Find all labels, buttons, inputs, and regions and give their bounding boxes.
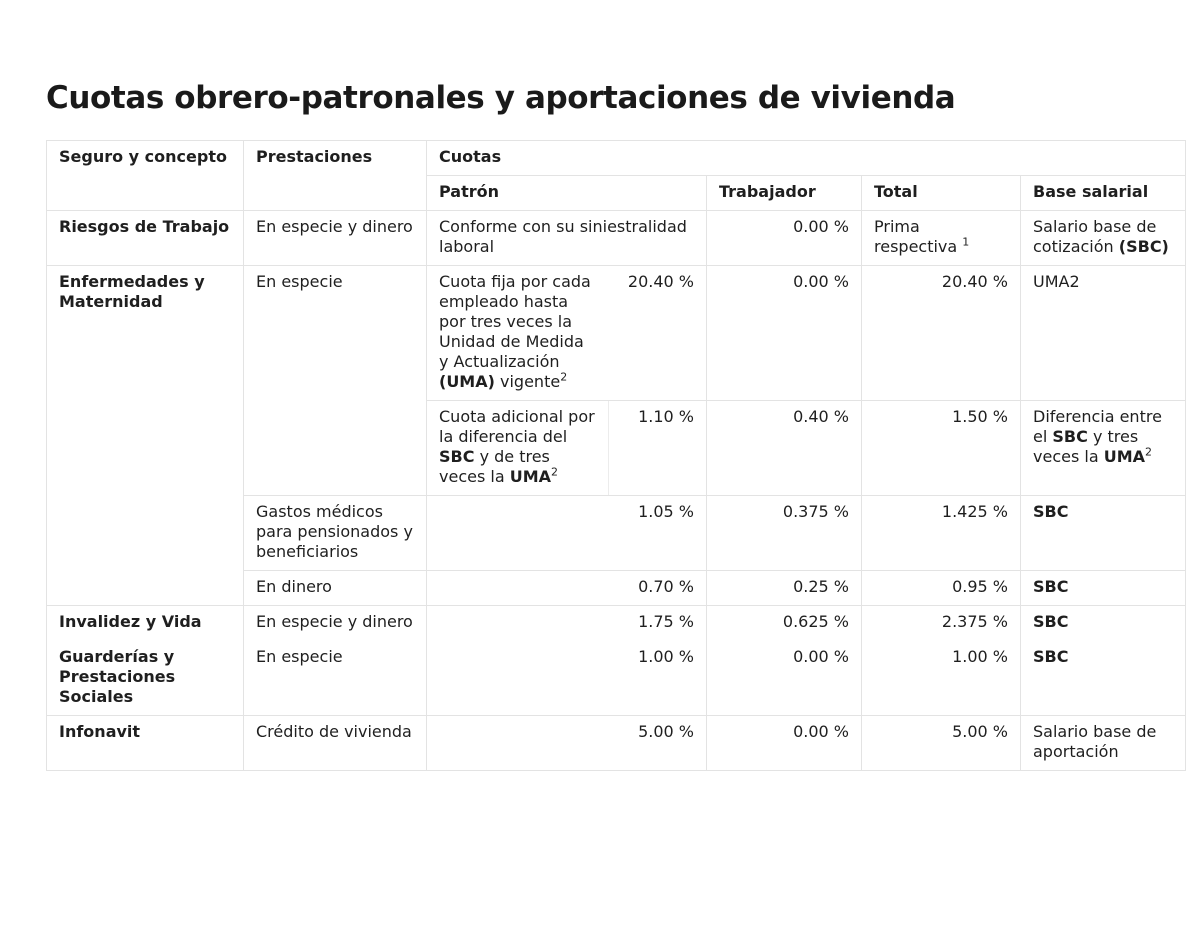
trabajador-cell: 0.00 % xyxy=(707,266,862,401)
base-cell: SBC xyxy=(1021,571,1186,606)
prestacion-cell: En especie xyxy=(244,266,427,496)
table-header-row xyxy=(47,141,1186,176)
base-cell xyxy=(1021,401,1186,496)
concepto-text: Cuota fija por cada empleado hasta por tres veces la Unidad de Medida y Actualización xyxy=(439,272,591,371)
header-base-salarial: Base salarial xyxy=(1021,176,1186,211)
concepto-text: vigente xyxy=(500,372,561,391)
header-cuotas: Cuotas xyxy=(427,141,1186,176)
base-cell: SBC xyxy=(1021,496,1186,571)
patron-cell: 1.00 % xyxy=(427,641,707,716)
table-row xyxy=(47,641,1186,716)
seguro-cell: Invalidez y Vida xyxy=(47,606,244,641)
patron-cell: 20.40 % xyxy=(609,266,707,401)
prestacion-cell: Crédito de vivienda xyxy=(244,716,427,771)
total-cell: 0.95 % xyxy=(862,571,1021,606)
concepto-text: y de tres veces la xyxy=(439,447,550,486)
table-row xyxy=(47,606,1186,641)
table-row xyxy=(47,211,1186,266)
seguro-cell: Riesgos de Trabajo xyxy=(47,211,244,266)
concepto-bold: (UMA) xyxy=(439,372,495,391)
patron-cell: 1.75 % xyxy=(427,606,707,641)
trabajador-cell: 0.375 % xyxy=(707,496,862,571)
table-row xyxy=(47,266,1186,401)
base-text: Salario base de cotización xyxy=(1033,217,1157,256)
trabajador-cell: 0.00 % xyxy=(707,716,862,771)
trabajador-cell: 0.00 % xyxy=(707,641,862,716)
trabajador-cell: 0.00 % xyxy=(707,211,862,266)
footnote-marker: 2 xyxy=(551,465,559,479)
footnote-marker: 1 xyxy=(962,235,970,249)
concepto-cell xyxy=(427,401,609,496)
patron-cell: 0.70 % xyxy=(427,571,707,606)
table-row xyxy=(47,496,1186,571)
base-cell: SBC xyxy=(1021,641,1186,716)
prestacion-cell: En especie xyxy=(244,641,427,716)
base-bold: UMA xyxy=(1103,447,1146,466)
header-seguro: Seguro y concepto xyxy=(47,141,244,211)
total-cell: 2.375 % xyxy=(862,606,1021,641)
header-trabajador: Trabajador xyxy=(707,176,862,211)
seguro-cell: Guarderías y Prestaciones Sociales xyxy=(47,641,244,716)
footnote-marker: 2 xyxy=(1145,445,1153,459)
total-cell: 1.425 % xyxy=(862,496,1021,571)
patron-cell: 1.05 % xyxy=(427,496,707,571)
concepto-text: Cuota adicional por la diferencia del xyxy=(439,407,595,446)
cuotas-table xyxy=(46,140,1186,771)
base-bold: SBC xyxy=(1052,427,1088,446)
total-cell: 20.40 % xyxy=(862,266,1021,401)
seguro-cell: Enfermedades y Maternidad xyxy=(47,266,244,496)
seguro-cell: Infonavit xyxy=(47,716,244,771)
footnote-marker: 2 xyxy=(560,370,568,384)
patron-cell: 5.00 % xyxy=(427,716,707,771)
base-cell: UMA2 xyxy=(1021,266,1186,401)
trabajador-cell: 0.25 % xyxy=(707,571,862,606)
trabajador-cell: 0.625 % xyxy=(707,606,862,641)
base-text: Diferencia entre el xyxy=(1033,407,1162,446)
prestacion-cell: En especie y dinero xyxy=(244,606,427,641)
patron-cell: 1.10 % xyxy=(609,401,707,496)
prestacion-cell: Gastos médicos para pensionados y beneficiarios xyxy=(244,496,427,571)
total-text: Prima respectiva xyxy=(874,217,958,256)
concepto-cell xyxy=(427,266,609,401)
trabajador-cell: 0.40 % xyxy=(707,401,862,496)
base-bold: (SBC) xyxy=(1118,237,1169,256)
header-total: Total xyxy=(862,176,1021,211)
page-title: Cuotas obrero-patronales y aportaciones de vivienda xyxy=(46,80,956,116)
prestacion-cell: En especie y dinero xyxy=(244,211,427,266)
concepto-bold: SBC xyxy=(439,447,475,466)
base-cell xyxy=(1021,211,1186,266)
base-text: y tres veces la xyxy=(1033,427,1139,466)
base-cell: SBC xyxy=(1021,606,1186,641)
prestacion-cell: En dinero xyxy=(244,571,427,606)
concepto-bold: UMA xyxy=(509,467,552,486)
header-patron: Patrón xyxy=(427,176,707,211)
total-cell: 1.00 % xyxy=(862,641,1021,716)
table-row xyxy=(47,716,1186,771)
total-cell: 5.00 % xyxy=(862,716,1021,771)
base-cell: Salario base de aportación xyxy=(1021,716,1186,771)
header-prestaciones: Prestaciones xyxy=(244,141,427,211)
patron-cell: Conforme con su siniestralidad laboral xyxy=(427,211,707,266)
total-cell: 1.50 % xyxy=(862,401,1021,496)
total-cell xyxy=(862,211,1021,266)
seguro-cell-empty xyxy=(47,496,244,606)
